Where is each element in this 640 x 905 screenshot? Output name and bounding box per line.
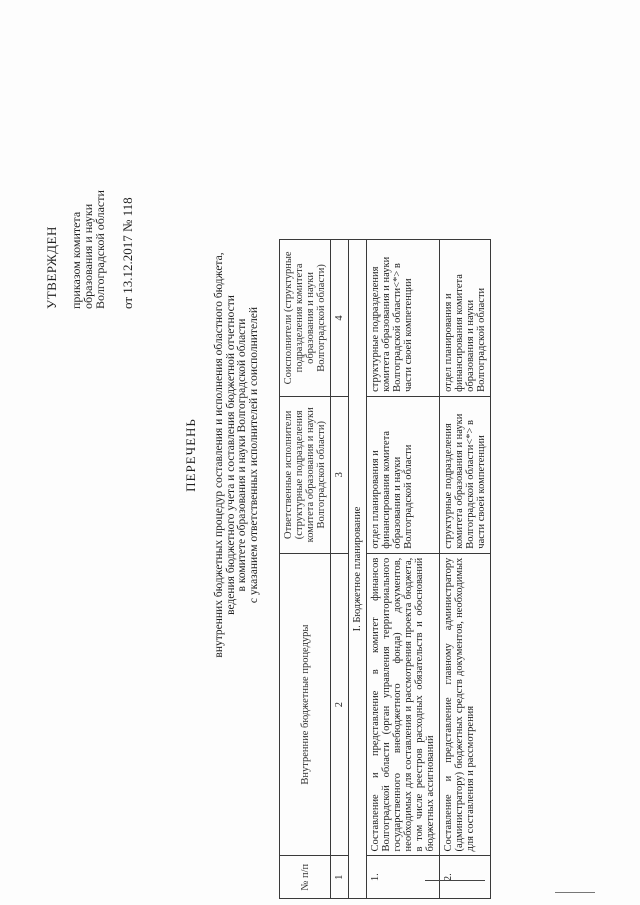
approval-line: приказом комитета — [69, 211, 83, 309]
document-subtitle — [214, 135, 260, 775]
row-responsible: структурные подразделения комитета образования и науки Волгоградской области<*> в части своей компетенции — [440, 396, 491, 553]
row-number: 1. — [367, 856, 440, 899]
scan-edge-mark — [555, 892, 595, 893]
header-cell-responsible: Ответственные исполнители (структурные подразделения комитета образования и науки Волгоградской области) — [280, 396, 331, 553]
subtitle-line: ведения бюджетного учета и составления бюджетной отчетности — [224, 295, 237, 615]
section-title: I. Бюджетное планирование — [349, 240, 367, 899]
header-cell-number: № п/п — [280, 856, 331, 899]
table-row — [367, 240, 440, 899]
subtitle-line: в комитете образования и науки Волгоградской области — [236, 318, 248, 592]
header-cell-procedure: Внутренние бюджетные процедуры — [280, 553, 331, 856]
row-co-executors: отдел планирования и финансирования комитета образования и науки Волгоградской области — [440, 240, 491, 397]
approval-line: образования и науки — [81, 203, 95, 309]
row-number: 2. — [440, 856, 491, 899]
column-number: 1 — [331, 856, 349, 899]
column-number: 2 — [331, 553, 349, 856]
row-procedure: Составление и представление в комитет финансов Волгоградской области (орган управления территориального государственного внебюджетного фонда) документов, необходимых для составления и рассмотрения проекта бюджета, в том числе реестров расходных обязательств и обоснований бюджетных ассигнований — [367, 553, 440, 856]
row-procedure: Составление и представление главному администратору (администратору) бюджетных средств документов, необходимых для составления и рассмотрения — [440, 553, 491, 856]
column-number: 3 — [331, 396, 349, 553]
approval-date: от 13.12.2017 № 118 — [120, 197, 135, 309]
scan-edge-mark — [425, 880, 485, 881]
column-number: 4 — [331, 240, 349, 397]
header-cell-co-executors: Соисполнители (структурные подразделения комитета образования и науки Волгоградской области) — [280, 240, 331, 397]
procedures-table — [279, 239, 491, 899]
section-row — [349, 240, 367, 899]
subtitle-line: с указанием ответственных исполнителей и соисполнителей — [247, 306, 260, 604]
column-number-row — [331, 240, 349, 899]
row-co-executors: структурные подразделения комитета образования и науки Волгоградской области<*> в части своей компетенции — [367, 240, 440, 397]
approval-line: Волгоградской области — [93, 190, 107, 309]
approval-title: УТВЕРЖДЕН — [44, 226, 59, 309]
approval-block — [46, 59, 134, 309]
table-row — [440, 240, 491, 899]
subtitle-line: внутренних бюджетных процедур составления и исполнения областного бюджета, — [213, 252, 225, 658]
row-responsible: отдел планирования и финансирования комитета образования и науки Волгоградской области — [367, 396, 440, 553]
table-header-row — [280, 240, 331, 899]
document-title: ПЕРЕЧЕНЬ — [183, 418, 198, 492]
